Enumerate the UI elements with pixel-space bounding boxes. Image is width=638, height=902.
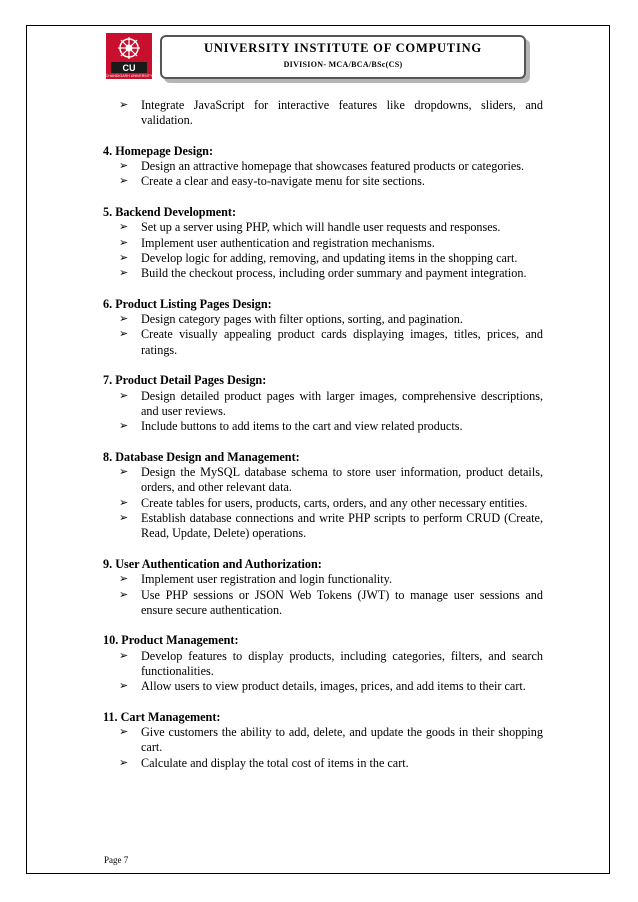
arrow-bullet-icon: ➢ bbox=[119, 420, 129, 433]
bullet-item bbox=[103, 511, 543, 542]
bullet-item bbox=[103, 572, 543, 587]
svg-text:CU: CU bbox=[122, 63, 136, 73]
arrow-bullet-icon: ➢ bbox=[119, 512, 129, 525]
bullet-text: Design the MySQL database schema to store user information, product details, orders, and other relevant data. bbox=[141, 465, 543, 495]
arrow-bullet-icon: ➢ bbox=[119, 236, 129, 249]
bullet-item bbox=[103, 312, 543, 327]
arrow-bullet-icon: ➢ bbox=[119, 328, 129, 341]
arrow-bullet-icon: ➢ bbox=[119, 756, 129, 769]
bullet-item bbox=[103, 174, 543, 189]
arrow-bullet-icon: ➢ bbox=[119, 573, 129, 586]
bullet-list bbox=[103, 649, 543, 695]
university-logo bbox=[106, 33, 152, 79]
arrow-bullet-icon: ➢ bbox=[119, 267, 129, 280]
bullet-text: Allow users to view product details, images, prices, and add items to their cart. bbox=[141, 679, 526, 694]
arrow-bullet-icon: ➢ bbox=[119, 99, 129, 111]
bullet-text: Include buttons to add items to the cart and view related products. bbox=[141, 419, 463, 434]
arrow-bullet-icon: ➢ bbox=[119, 313, 129, 326]
document-body bbox=[103, 98, 543, 786]
bullet-item bbox=[103, 588, 543, 619]
bullet-text: Give customers the ability to add, delete, and update the goods in their shopping cart. bbox=[141, 725, 543, 755]
arrow-bullet-icon: ➢ bbox=[119, 221, 129, 234]
bullet-text: Implement user registration and login functionality. bbox=[141, 572, 393, 587]
bullet-text: Develop features to display products, including categories, filters, and search functionalities. bbox=[141, 648, 543, 678]
bullet-text: Design category pages with filter options, sorting, and pagination. bbox=[141, 312, 463, 327]
header-banner bbox=[160, 35, 526, 79]
bullet-text: Use PHP sessions or JSON Web Tokens (JWT) to manage user sessions and ensure secure authentication. bbox=[141, 587, 543, 617]
section bbox=[103, 633, 543, 694]
arrow-bullet-icon: ➢ bbox=[119, 726, 129, 739]
division-subtitle: DIVISION- MCA/BCA/BSc(CS) bbox=[283, 60, 403, 69]
bullet-item bbox=[103, 236, 543, 251]
bullet-list bbox=[103, 465, 543, 541]
bullet-list bbox=[103, 389, 543, 435]
bullet-list bbox=[103, 220, 543, 281]
bullet-item bbox=[103, 251, 543, 266]
bullet-item bbox=[103, 327, 543, 358]
bullet-text: Design detailed product pages with larger images, comprehensive descriptions, and user reviews. bbox=[141, 388, 543, 418]
bullet-item bbox=[103, 465, 543, 496]
cu-emblem-icon bbox=[106, 33, 152, 79]
bullet-list bbox=[103, 312, 543, 358]
bullet-text: Develop logic for adding, removing, and updating items in the shopping cart. bbox=[141, 250, 518, 265]
bullet-item bbox=[103, 159, 543, 174]
bullet-text: Establish database connections and write PHP scripts to perform CRUD (Create, Read, Update, Delete) operations. bbox=[141, 511, 543, 541]
section-heading: 6. Product Listing Pages Design: bbox=[103, 296, 272, 311]
bullet-list bbox=[103, 572, 543, 618]
section bbox=[103, 710, 543, 771]
arrow-bullet-icon: ➢ bbox=[119, 466, 129, 479]
bullet-list bbox=[103, 159, 543, 190]
bullet-item bbox=[103, 98, 543, 129]
bullet-item bbox=[103, 220, 543, 235]
bullet-item bbox=[103, 266, 543, 281]
bullet-item bbox=[103, 756, 543, 771]
section bbox=[103, 373, 543, 434]
section bbox=[103, 450, 543, 542]
section-heading: 10. Product Management: bbox=[103, 633, 239, 648]
bullet-text: Calculate and display the total cost of items in the cart. bbox=[141, 755, 409, 770]
bullet-list bbox=[103, 725, 543, 771]
bullet-item bbox=[103, 496, 543, 511]
bullet-text: Create tables for users, products, carts, orders, and any other necessary entities. bbox=[141, 495, 528, 510]
arrow-bullet-icon: ➢ bbox=[119, 649, 129, 662]
bullet-item bbox=[103, 419, 543, 434]
bullet-item bbox=[103, 389, 543, 420]
intro-section bbox=[103, 98, 543, 129]
bullet-text: Implement user authentication and registration mechanisms. bbox=[141, 235, 435, 250]
section-heading: 7. Product Detail Pages Design: bbox=[103, 373, 267, 388]
arrow-bullet-icon: ➢ bbox=[119, 175, 129, 188]
page-number: Page 7 bbox=[104, 855, 129, 865]
svg-text:CHANDIGARH UNIVERSITY: CHANDIGARH UNIVERSITY bbox=[106, 74, 152, 78]
bullet-text: Design an attractive homepage that showcases featured products or categories. bbox=[141, 159, 525, 174]
bullet-text: Create visually appealing product cards displaying images, titles, prices, and ratings. bbox=[141, 327, 543, 357]
arrow-bullet-icon: ➢ bbox=[119, 588, 129, 601]
section bbox=[103, 557, 543, 618]
arrow-bullet-icon: ➢ bbox=[119, 251, 129, 264]
arrow-bullet-icon: ➢ bbox=[119, 680, 129, 693]
bullet-item bbox=[103, 649, 543, 680]
section bbox=[103, 297, 543, 358]
arrow-bullet-icon: ➢ bbox=[119, 160, 129, 173]
bullet-text: Integrate JavaScript for interactive features like dropdowns, sliders, and validation. bbox=[141, 98, 543, 128]
section-heading: 4. Homepage Design: bbox=[103, 143, 214, 158]
bullet-text: Create a clear and easy-to-navigate menu for site sections. bbox=[141, 174, 425, 189]
section-heading: 5. Backend Development: bbox=[103, 205, 237, 220]
section-heading: 9. User Authentication and Authorization: bbox=[103, 556, 322, 571]
section bbox=[103, 205, 543, 281]
bullet-item bbox=[103, 679, 543, 694]
bullet-text: Build the checkout process, including order summary and payment integration. bbox=[141, 266, 527, 281]
bullet-item bbox=[103, 725, 543, 756]
arrow-bullet-icon: ➢ bbox=[119, 389, 129, 402]
arrow-bullet-icon: ➢ bbox=[119, 496, 129, 509]
bullet-text: Set up a server using PHP, which will handle user requests and responses. bbox=[141, 220, 501, 235]
section-heading: 8. Database Design and Management: bbox=[103, 449, 300, 464]
section-heading: 11. Cart Management: bbox=[103, 709, 221, 724]
section bbox=[103, 144, 543, 190]
bullet-list bbox=[103, 98, 543, 129]
institute-title: UNIVERSITY INSTITUTE OF COMPUTING bbox=[204, 41, 482, 55]
